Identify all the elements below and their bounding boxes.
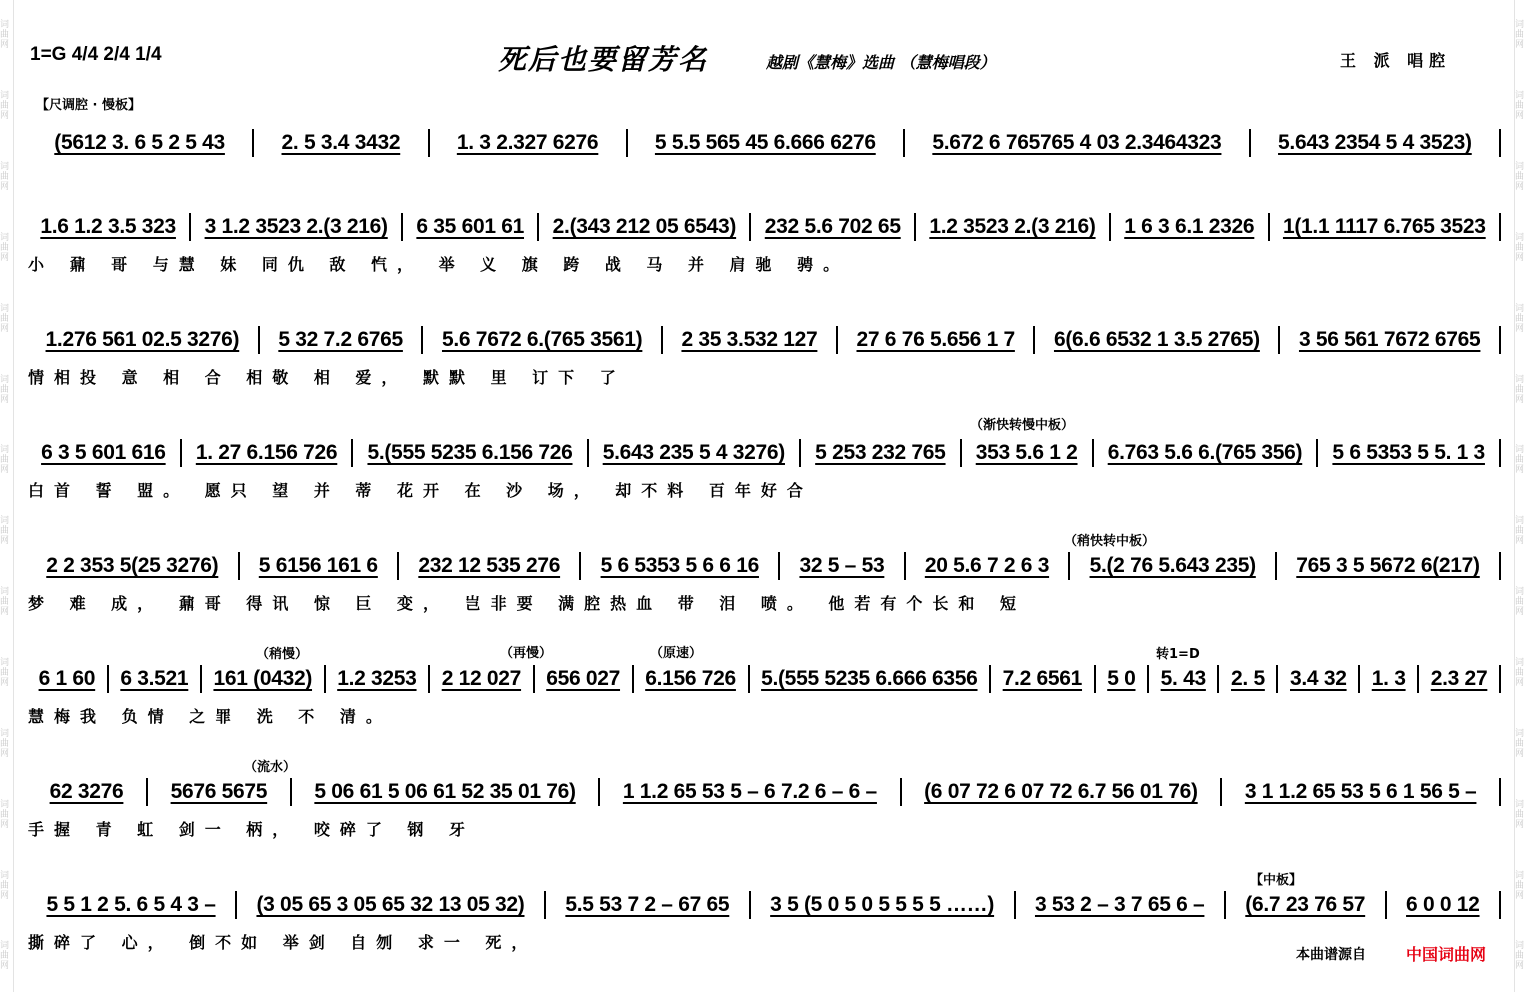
barline <box>1147 665 1149 693</box>
notation-line <box>28 128 1502 158</box>
barline <box>428 129 430 157</box>
barline <box>1268 213 1270 241</box>
watermark-text: 词曲网 <box>1515 91 1525 122</box>
barline <box>290 778 292 806</box>
barline <box>1499 778 1501 806</box>
watermark-text: 词曲网 <box>1515 870 1525 901</box>
watermark-text: 词曲网 <box>0 374 10 405</box>
lyrics-line: 梦 难 成， 鼐哥 得讯 惊 巨 变， 岂非要 满腔热血 带 泪 喷。 他若有个长和 短 <box>28 594 1026 613</box>
watermark-text: 词曲网 <box>0 587 10 618</box>
barline <box>587 439 589 467</box>
watermark-text: 词曲网 <box>1515 941 1525 972</box>
barline <box>146 778 148 806</box>
measure: 5 0 <box>1107 667 1136 690</box>
barline <box>200 665 202 693</box>
measure: 161 (0432) <box>213 667 313 690</box>
measure: 353 5.6 1 2 <box>975 441 1078 464</box>
barline <box>1109 213 1111 241</box>
watermark-text: 词曲网 <box>1515 20 1525 51</box>
barline <box>914 213 916 241</box>
watermark-text: 词曲网 <box>1515 162 1525 193</box>
barline <box>238 552 240 580</box>
score-system <box>28 128 1502 188</box>
score-system <box>28 777 1502 837</box>
measure: 1 1.2 65 53 5 – 6 7.2 6 – 6 – <box>622 780 877 803</box>
watermark-text: 词曲网 <box>1515 658 1525 689</box>
measure: 2 35 3.532 127 <box>681 328 818 351</box>
measure: 2 12 027 <box>441 667 522 690</box>
notation-line <box>28 551 1502 581</box>
barline <box>904 552 906 580</box>
measure: 62 3276 <box>49 780 124 803</box>
tempo-mark: 【尺调腔 · 慢板】 <box>36 98 141 113</box>
barline <box>1094 665 1096 693</box>
barline <box>1217 665 1219 693</box>
notation-line <box>28 212 1502 242</box>
measure: 1 6 3 6.1 2326 <box>1124 215 1255 238</box>
score-system <box>28 438 1502 498</box>
barline <box>537 213 539 241</box>
tempo-annotation: （流水） <box>244 760 297 775</box>
measure: 1.2 3253 <box>337 667 417 690</box>
barline <box>1068 552 1070 580</box>
measure: 2.3 27 <box>1430 667 1488 690</box>
watermark-strip-right <box>1514 0 1528 992</box>
barline <box>107 665 109 693</box>
barline <box>1499 552 1501 580</box>
lyrics-line <box>28 168 1502 190</box>
barline <box>397 552 399 580</box>
measure: 3 53 2 – 3 7 65 6 – <box>1034 893 1205 916</box>
notation-line <box>28 664 1502 694</box>
barline <box>1499 213 1501 241</box>
measure: 5.(555 5235 6.156 726 <box>367 441 573 464</box>
measure: 5 6 5353 5 5. 1 3 <box>1332 441 1485 464</box>
barline <box>960 439 962 467</box>
barline <box>1249 129 1251 157</box>
barline <box>989 665 991 693</box>
measure: 6.156 726 <box>645 667 736 690</box>
measure: 32 5 – 53 <box>799 554 885 577</box>
measure: 5676 5675 <box>170 780 268 803</box>
watermark-text: 词曲网 <box>1515 374 1525 405</box>
measure: 6 1 60 <box>38 667 96 690</box>
measure: 3 56 561 7672 6765 <box>1298 328 1481 351</box>
measure: 1.6 1.2 3.5 323 <box>40 215 176 238</box>
measure: (3 05 65 3 05 65 32 13 05 32) <box>256 893 525 916</box>
barline <box>836 326 838 354</box>
measure: (6 07 72 6 07 72 6.7 56 01 76) <box>924 780 1198 803</box>
watermark-text: 词曲网 <box>0 870 10 901</box>
measure: 7.2 6561 <box>1002 667 1083 690</box>
measure: 232 5.6 702 65 <box>764 215 901 238</box>
measure: 3 1 1.2 65 53 5 6 1 56 5 – <box>1244 780 1477 803</box>
barline <box>324 665 326 693</box>
vocal-style-credit: 王 派 唱腔 <box>1340 51 1452 70</box>
measure: 1.2 3523 2.(3 216) <box>929 215 1096 238</box>
watermark-text: 词曲网 <box>0 303 10 334</box>
measure: 5 253 232 765 <box>815 441 946 464</box>
barline <box>1033 326 1035 354</box>
measure: 765 3 5 5672 6(217) <box>1296 554 1480 577</box>
barline <box>900 778 902 806</box>
barline <box>252 129 254 157</box>
watermark-text: 词曲网 <box>1515 445 1525 476</box>
watermark-text: 词曲网 <box>1515 303 1525 334</box>
barline <box>1499 665 1501 693</box>
measure: 1. 3 2.327 6276 <box>456 131 599 154</box>
tempo-annotation: （渐快转慢中板） <box>970 418 1075 433</box>
watermark-text: 词曲网 <box>0 941 10 972</box>
tempo-annotation: （再慢） <box>500 646 553 661</box>
watermark-text: 词曲网 <box>1515 232 1525 263</box>
measure: 2. 5 3.4 3432 <box>281 131 401 154</box>
measure: 1. 27 6.156 726 <box>195 441 338 464</box>
barline <box>903 129 905 157</box>
watermark-text: 词曲网 <box>0 445 10 476</box>
measure: 1.276 561 02.5 3276) <box>45 328 240 351</box>
measure: (6.7 23 76 57 <box>1245 893 1366 916</box>
measure: 5.5 53 7 2 – 67 65 <box>565 893 730 916</box>
measure: 5.6 7672 6.(765 3561) <box>441 328 643 351</box>
barline <box>1092 439 1094 467</box>
measure: 6.763 5.6 6.(765 356) <box>1107 441 1303 464</box>
notation-line <box>28 438 1502 468</box>
barline <box>1276 665 1278 693</box>
barline <box>579 552 581 580</box>
barline <box>1385 891 1387 919</box>
barline <box>351 439 353 467</box>
measure: 2.(343 212 05 6543) <box>552 215 737 238</box>
lyrics-line: 情相投 意 相 合 相敬 相 爱， 默默 里 订下 了 <box>28 368 626 387</box>
watermark-text: 词曲网 <box>0 20 10 51</box>
notation-line <box>28 890 1502 920</box>
barline <box>421 326 423 354</box>
barline <box>401 213 403 241</box>
barline <box>661 326 663 354</box>
barline <box>1224 891 1226 919</box>
measure: 5.(555 5235 6.666 6356 <box>761 667 978 690</box>
measure: 2. 5 <box>1231 667 1265 690</box>
barline <box>544 891 546 919</box>
lyrics-line: 小 鼐 哥 与慧 妹 同仇 敌 忾， 举 义 旗 跨 战 马 并 肩驰 骋。 <box>28 255 850 274</box>
notation-line <box>28 325 1502 355</box>
barline <box>1417 665 1419 693</box>
measure: 656 027 <box>546 667 621 690</box>
measure: 5.672 6 765765 4 03 2.3464323 <box>932 131 1222 154</box>
measure: 3 1.2 3523 2.(3 216) <box>204 215 388 238</box>
watermark-text: 词曲网 <box>0 799 10 830</box>
tempo-annotation: （稍慢） <box>256 647 309 662</box>
page-title: 死后也要留芳名 <box>498 43 709 76</box>
watermark-text: 词曲网 <box>0 91 10 122</box>
measure: 1. 3 <box>1371 667 1406 690</box>
lyrics-line: 手握 青 虹 剑一 柄， 咬碎了 钢 牙 <box>28 820 475 839</box>
watermark-text: 词曲网 <box>0 232 10 263</box>
measure: 232 12 535 276 <box>418 554 561 577</box>
barline <box>749 891 751 919</box>
watermark-text: 词曲网 <box>0 516 10 547</box>
watermark-text: 词曲网 <box>0 728 10 759</box>
score-system <box>28 664 1502 724</box>
tempo-annotation: （稍快转中板） <box>1064 534 1156 549</box>
barline <box>1499 326 1501 354</box>
measure: 3.4 32 <box>1290 667 1347 690</box>
barline <box>235 891 237 919</box>
measure: 5 06 61 5 06 61 52 35 01 76) <box>314 780 576 803</box>
measure: 5 32 7.2 6765 <box>278 328 403 351</box>
tempo-annotation: 【中板】 <box>1250 873 1303 888</box>
source-note: 本曲谱源自 <box>1296 947 1366 963</box>
barline <box>258 326 260 354</box>
barline <box>180 439 182 467</box>
measure: 6 3 5 601 616 <box>41 441 166 464</box>
key-signature: 1=G 4/4 2/4 1/4 <box>30 44 162 65</box>
barline <box>533 665 535 693</box>
watermark-text: 词曲网 <box>1515 516 1525 547</box>
measure: 27 6 76 5.656 1 7 <box>856 328 1015 351</box>
barline <box>1275 552 1277 580</box>
measure: 5 6 5353 5 6 6 16 <box>600 554 759 577</box>
measure: 5 6156 161 6 <box>258 554 378 577</box>
barline <box>1220 778 1222 806</box>
measure: 2 2 353 5(25 3276) <box>46 554 219 577</box>
barline <box>189 213 191 241</box>
measure: 5 5.5 565 45 6.666 6276 <box>654 131 876 154</box>
notation-line <box>28 777 1502 807</box>
barline <box>1358 665 1360 693</box>
barline <box>799 439 801 467</box>
measure: 1(1.1 1117 6.765 3523 <box>1282 215 1486 238</box>
barline <box>1316 439 1318 467</box>
barline <box>1499 891 1501 919</box>
barline <box>598 778 600 806</box>
barline <box>1014 891 1016 919</box>
score-system <box>28 325 1502 385</box>
subtitle: 越剧《慧梅》选曲 （慧梅唱段） <box>766 53 996 72</box>
barline <box>778 552 780 580</box>
measure: 5.643 2354 5 4 3523) <box>1278 131 1472 154</box>
measure: 6 0 0 12 <box>1406 893 1480 916</box>
watermark-strip-left <box>0 0 14 992</box>
tempo-annotation: （原速） <box>650 646 703 661</box>
score-system <box>28 212 1502 272</box>
measure: (5612 3. 6 5 2 5 43 <box>54 131 225 154</box>
measure: 5.(2 76 5.643 235) <box>1089 554 1256 577</box>
score-system <box>28 551 1502 611</box>
measure: 5 5 1 2 5. 6 5 4 3 – <box>46 893 216 916</box>
measure: 6 35 601 61 <box>416 215 525 238</box>
score-header <box>0 0 1528 90</box>
barline <box>632 665 634 693</box>
measure: 20 5.6 7 2 6 3 <box>924 554 1050 577</box>
barline <box>748 665 750 693</box>
watermark-text: 词曲网 <box>1515 587 1525 618</box>
barline <box>1278 326 1280 354</box>
measure: 5. 43 <box>1160 667 1206 690</box>
measure: 5.643 235 5 4 3276) <box>602 441 785 464</box>
lyrics-line: 白首 誓 盟。 愿只 望 并 蒂 花开 在 沙 场， 却不料 百年好合 <box>28 481 813 500</box>
lyrics-line: 慧梅我 负情 之罪 洗 不 清。 <box>28 707 392 726</box>
watermark-text: 词曲网 <box>0 658 10 689</box>
measure: 3 5 (5 0 5 0 5 5 5 5 ……) <box>770 893 995 916</box>
key-change-annotation: 转1=D <box>1156 647 1200 662</box>
barline <box>1499 129 1501 157</box>
source-site-link[interactable]: 中国词曲网 <box>1406 945 1487 964</box>
score-system <box>28 890 1502 950</box>
barline <box>749 213 751 241</box>
lyrics-line: 撕碎了 心， 倒不如 举剑 自刎 求一 死， <box>28 933 538 952</box>
watermark-text: 词曲网 <box>1515 799 1525 830</box>
measure: 6(6.6 6532 1 3.5 2765) <box>1053 328 1260 351</box>
barline <box>1499 439 1501 467</box>
barline <box>428 665 430 693</box>
barline <box>626 129 628 157</box>
watermark-text: 词曲网 <box>1515 728 1525 759</box>
watermark-text: 词曲网 <box>0 162 10 193</box>
measure: 6 3.521 <box>120 667 189 690</box>
